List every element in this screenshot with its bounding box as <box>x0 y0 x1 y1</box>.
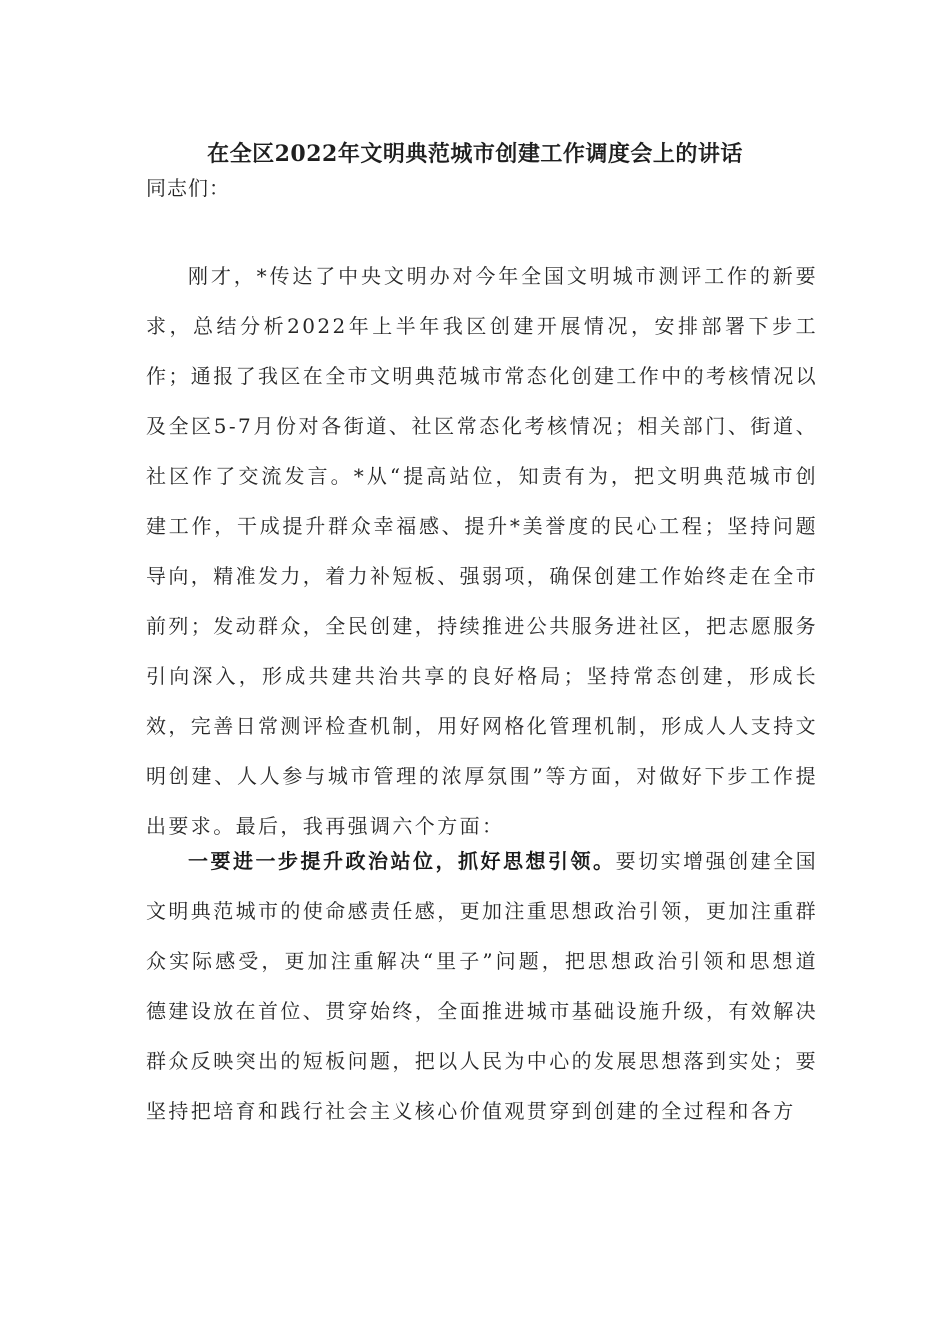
salutation: 同志们： <box>146 176 230 200</box>
paragraph-2 <box>146 836 818 1136</box>
paragraph-1 <box>146 251 818 851</box>
paragraph-2-lead: 一要进一步提升政治站位，抓好思想引领。 <box>188 849 616 873</box>
paragraph-1-text: 刚才，*传达了中央文明办对今年全国文明城市测评工作的新要求，总结分析2022年上半年我区创建开展情况，安排部署下步工作；通报了我区在全市文明典范城市常态化创建工作中的考核情况以及全区5-7月份对各街道、社区常态化考核情况；相关部门、街道、社区作了交流发言。*从“提高站位，知责有为，把文明典范城市创建工作，干成提升群众幸福感、提升*美誉度的民心工程；坚持问题导向，精准发力，着力补短板、强弱项，确保创建工作始终走在全市前列；发动群众，全民创建，持续推进公共服务进社区，把志愿服务引向深入，形成共建共治共享的良好格局；坚持常态创建，形成长效，完善日常测评检查机制，用好网格化管理机制，形成人人支持文明创建、人人参与城市管理的浓厚氛围”等方面，对做好下步工作提出要求。最后，我再强调六个方面： <box>146 264 818 838</box>
document-title: 在全区2022年文明典范城市创建工作调度会上的讲话 <box>207 141 743 167</box>
paragraph-2-text: 要切实增强创建全国文明典范城市的使命感责任感，更加注重思想政治引领，更加注重群众实际感受，更加注重解决“里子”问题，把思想政治引领和思想道德建设放在首位、贯穿始终，全面推进城市基础设施升级，有效解决群众反映突出的短板问题，把以人民为中心的发展思想落到实处；要坚持把培育和践行社会主义核心价值观贯穿到创建的全过程和各方 <box>146 849 818 1123</box>
